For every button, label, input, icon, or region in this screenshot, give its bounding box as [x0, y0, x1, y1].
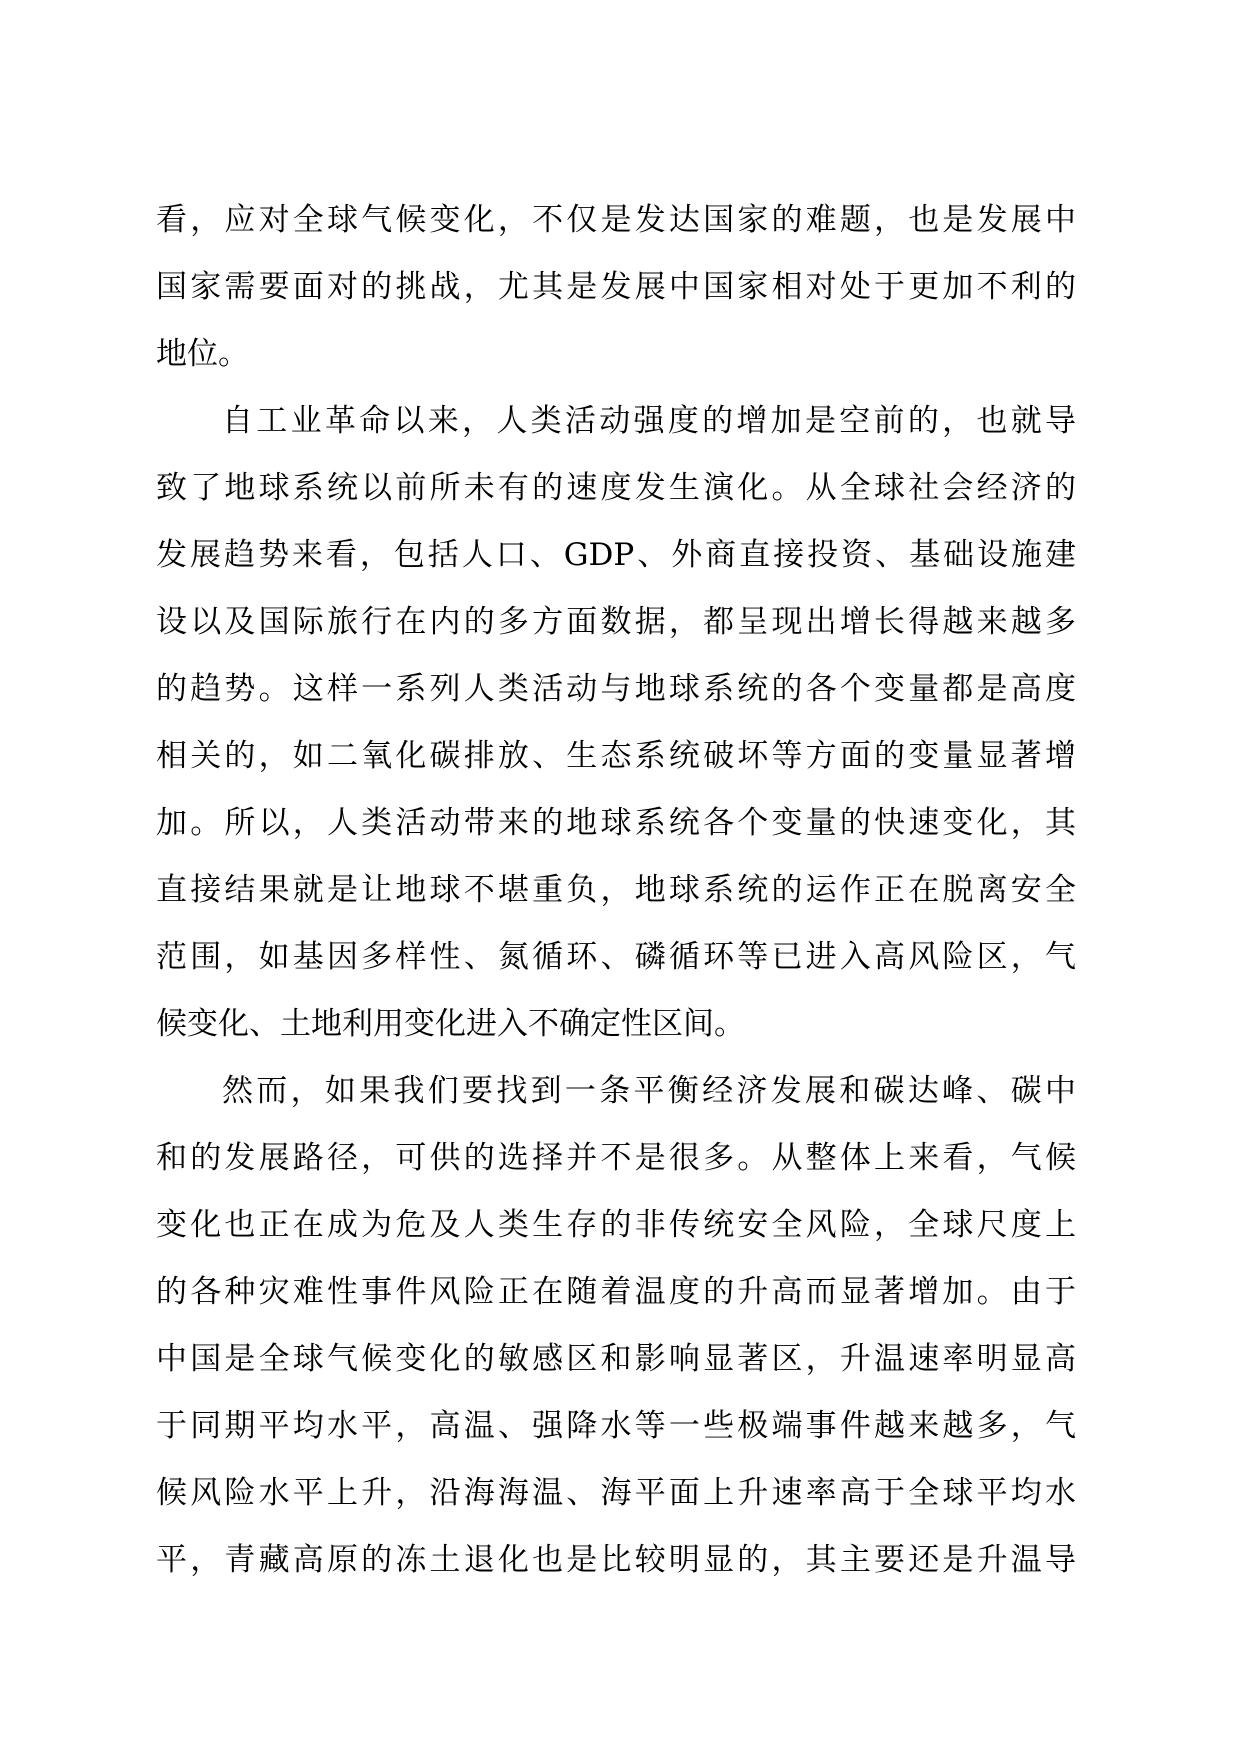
text-line: 加。所以，人类活动带来的地球系统各个变量的快速变化，其 [156, 805, 1076, 841]
text-line: 变化也正在成为危及人类生存的非传统安全风险，全球尺度上 [156, 1207, 1076, 1243]
text-line: 地位。 [156, 336, 249, 372]
text-line: 看，应对全球气候变化，不仅是发达国家的难题，也是发展中 [156, 202, 1076, 238]
text-line: 直接结果就是让地球不堪重负，地球系统的运作正在脱离安全 [156, 872, 1076, 908]
text-line: 设以及国际旅行在内的多方面数据，都呈现出增长得越来越多 [156, 604, 1076, 640]
text-line: 平，青藏高原的冻土退化也是比较明显的，其主要还是升温导 [156, 1542, 1076, 1578]
text-line: 范围，如基因多样性、氮循环、磷循环等已进入高风险区，气 [156, 939, 1076, 975]
text-line: 候变化、土地利用变化进入不确定性区间。 [156, 1006, 745, 1042]
text-line: 于同期平均水平，高温、强降水等一些极端事件越来越多，气 [156, 1408, 1076, 1444]
text-line: 致了地球系统以前所未有的速度发生演化。从全球社会经济的 [156, 470, 1076, 506]
text-line: 自工业革命以来，人类活动强度的增加是空前的，也就导 [222, 403, 1076, 439]
text-line: 和的发展路径，可供的选择并不是很多。从整体上来看，气候 [156, 1140, 1076, 1176]
text-line: 相关的，如二氧化碳排放、生态系统破坏等方面的变量显著增 [156, 738, 1076, 774]
body-text [156, 187, 1076, 1594]
text-line: 然而，如果我们要找到一条平衡经济发展和碳达峰、碳中 [222, 1073, 1076, 1109]
text-line: 国家需要面对的挑战，尤其是发展中国家相对处于更加不利的 [156, 269, 1076, 305]
text-line: 中国是全球气候变化的敏感区和影响显著区，升温速率明显高 [156, 1341, 1076, 1377]
text-line: 发展趋势来看，包括人口、GDP、外商直接投资、基础设施建 [156, 537, 1076, 573]
text-line: 的趋势。这样一系列人类活动与地球系统的各个变量都是高度 [156, 671, 1076, 707]
text-line: 的各种灾难性事件风险正在随着温度的升高而显著增加。由于 [156, 1274, 1076, 1310]
text-line: 候风险水平上升，沿海海温、海平面上升速率高于全球平均水 [156, 1475, 1076, 1511]
